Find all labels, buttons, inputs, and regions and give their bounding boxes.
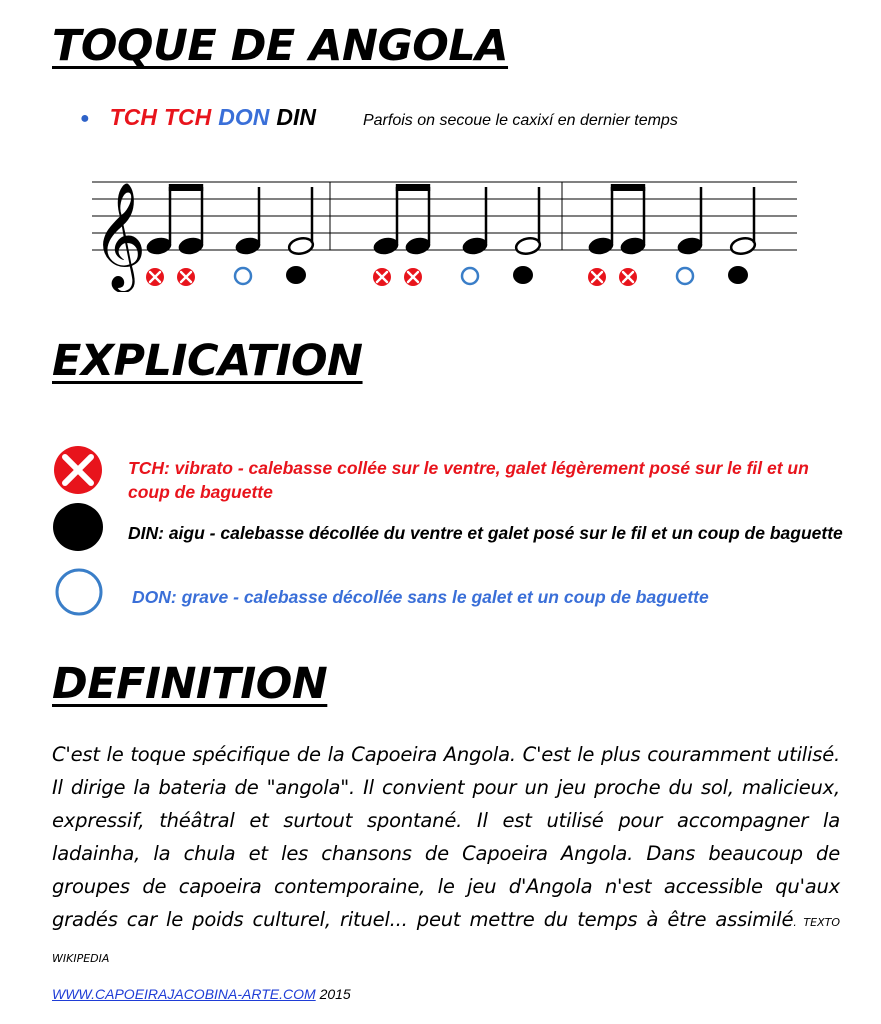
tch-stroke-icon (588, 268, 606, 286)
half-note-head (288, 236, 315, 256)
don-stroke-icon (462, 268, 478, 284)
half-note-head (515, 236, 542, 256)
blue-open-circle-icon (53, 567, 105, 617)
tch-stroke-icon (404, 268, 422, 286)
caxixi-note: Parfois on secoue le caxixí en dernier temps (362, 112, 678, 129)
legend-don-text: DON: grave - calebasse décollée sans le galet et un coup de baguette (132, 587, 709, 607)
eighth-note-head (405, 236, 432, 256)
syllable-din: DIN (276, 104, 316, 130)
din-stroke-icon (286, 266, 306, 284)
treble-clef-icon: 𝄞 (92, 181, 147, 288)
quarter-note-head (677, 236, 704, 256)
eighth-beam (611, 184, 645, 191)
legend-tch-text: TCH: vibrato - calebasse collée sur le ventre, galet légèrement posé sur le fil et un coup de baguette (128, 458, 809, 502)
eighth-note-head (146, 236, 173, 256)
eighth-beam (396, 184, 430, 191)
music-staff (92, 168, 802, 292)
definition-title: DEFINITION (52, 659, 328, 709)
eighth-note-head (620, 236, 647, 256)
don-stroke-icon (235, 268, 251, 284)
stroke-symbols (146, 266, 748, 286)
rhythm-syllables (80, 104, 678, 134)
bullet-icon: ● (80, 110, 90, 127)
quarter-note-head (462, 236, 489, 256)
don-stroke-icon (677, 268, 693, 284)
eighth-note-head (178, 236, 205, 256)
eighth-note-head (373, 236, 400, 256)
half-note-head (730, 236, 757, 256)
website-link[interactable]: WWW.CAPOEIRAJACOBINA-ARTE.COM (52, 986, 316, 1002)
notes (146, 184, 757, 256)
black-filled-circle-icon (52, 502, 104, 552)
din-stroke-icon (728, 266, 748, 284)
tch-stroke-icon (373, 268, 391, 286)
page-title: TOQUE DE ANGOLA (52, 21, 509, 71)
syllable-tch-2: TCH (163, 104, 212, 130)
legend-din-text: DIN: aigu - calebasse décollée du ventre et galet posé sur le fil et un coup de baguette (128, 523, 843, 543)
tch-stroke-icon (177, 268, 195, 286)
syllable-tch-1: TCH (109, 104, 157, 130)
footer (52, 986, 351, 1002)
eighth-note-head (588, 236, 615, 256)
tch-stroke-icon (146, 268, 164, 286)
definition-paragraph (52, 738, 840, 975)
explication-title: EXPLICATION (52, 336, 363, 386)
red-cross-circle-icon (52, 444, 104, 496)
eighth-beam (169, 184, 203, 191)
footer-year: 2015 (319, 986, 351, 1002)
din-stroke-icon (513, 266, 533, 284)
quarter-note-head (235, 236, 262, 256)
syllable-don: DON (218, 104, 270, 130)
tch-stroke-icon (619, 268, 637, 286)
definition-text: C'est le toque spécifique de la Capoeira Angola. C'est le plus couramment utilisé. Il dirige la bateria de "angola". Il convient pour un jeu proche du sol, malicieux, expressif, théâtral et surtout spontané. Il est utilisé pour accompagner la ladainha, la chula et les chansons de Capoeira Angola. Dans beaucoup de groupes de capoeira contemporaine, le jeu d'Angola n'est accessible qu'aux gradés car le poids culturel, rituel... peut mettre du temps à être assimilé (52, 743, 840, 931)
source-credit: . TEXTO WIKIPEDIA (52, 916, 840, 965)
